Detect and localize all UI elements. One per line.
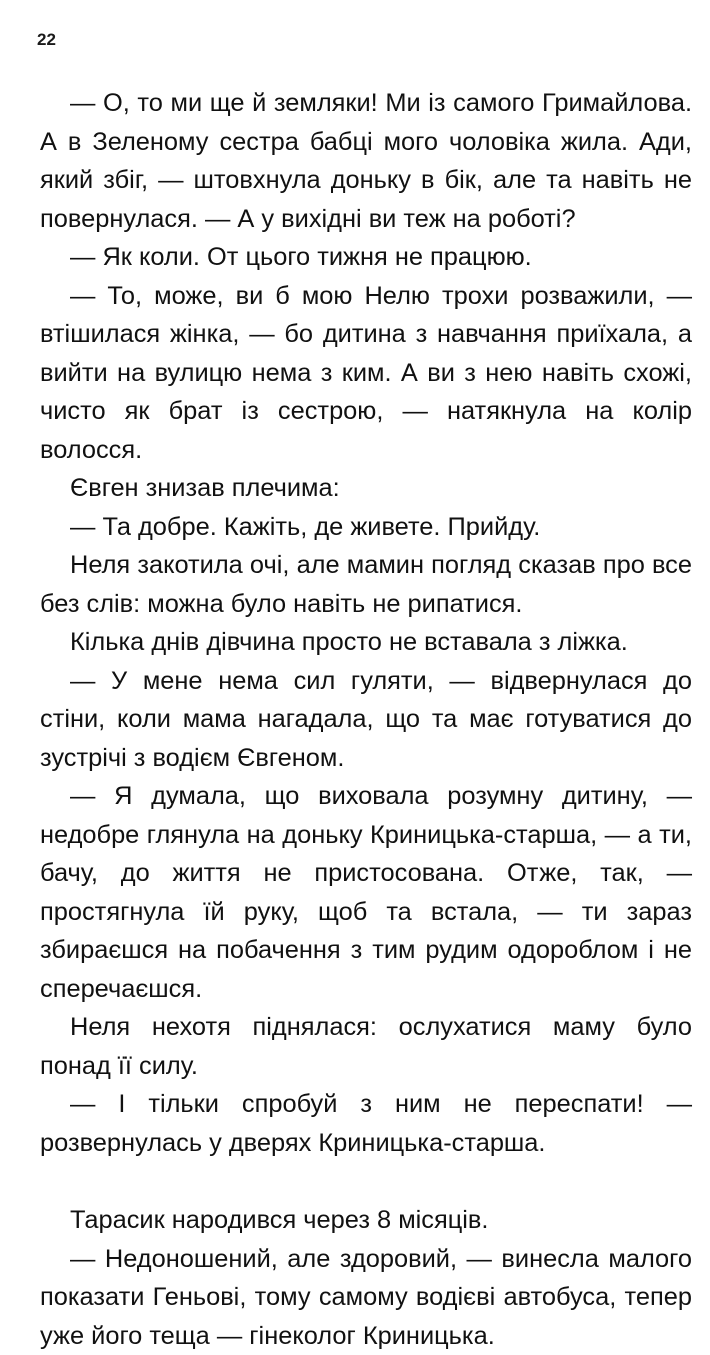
paragraph: Євген знизав плечима: (40, 469, 692, 508)
paragraph: — То, може, ви б мою Нелю трохи розважили, — втішилася жінка, — бо дитина з навчання приїхала, а вийти на вулицю нема з ким. А ви з нею навіть схожі, чисто як брат із сестрою, — натякнула на колір волосся. (40, 277, 692, 470)
page-number: 22 (37, 30, 56, 50)
paragraph: — Я думала, що виховала розумну дитину, — недобре глянула на доньку Криницька-старша, — а ти, бачу, до життя не пристосована. Отже, так, — простягнула їй руку, щоб та встала, — ти зараз збираєшся на побачення з тим рудим одороблом і не сперечаєшся. (40, 777, 692, 1008)
paragraph: — І тільки спробуй з ним не переспати! — розвернулась у дверях Криницька-старша. (40, 1085, 692, 1162)
body-text (40, 84, 692, 1355)
paragraph: — О, то ми ще й земляки! Ми із самого Гримайлова. А в Зеленому сестра бабці мого чоловіка жила. Ади, який збіг, — штовхнула доньку в бік, але та навіть не повернулася. — А у вихідні ви теж на роботі? (40, 84, 692, 238)
paragraph: Неля закотила очі, але мамин погляд сказав про все без слів: можна було навіть не рипатися. (40, 546, 692, 623)
paragraph: Неля нехотя піднялася: ослухатися маму було понад її силу. (40, 1008, 692, 1085)
paragraph: — Недоношений, але здоровий, — винесла малого показати Геньові, тому самому водієві автобуса, тепер уже його теща — гінеколог Криницька. (40, 1240, 692, 1355)
paragraph: Тарасик народився через 8 місяців. (40, 1201, 692, 1240)
paragraph: — У мене нема сил гуляти, — відвернулася до стіни, коли мама нагадала, що та має готуватися до зустрічі з водієм Євгеном. (40, 662, 692, 778)
paragraph: — Та добре. Кажіть, де живете. Прийду. (40, 508, 692, 547)
paragraph: Кілька днів дівчина просто не вставала з ліжка. (40, 623, 692, 662)
paragraph: — Як коли. От цього тижня не працюю. (40, 238, 692, 277)
